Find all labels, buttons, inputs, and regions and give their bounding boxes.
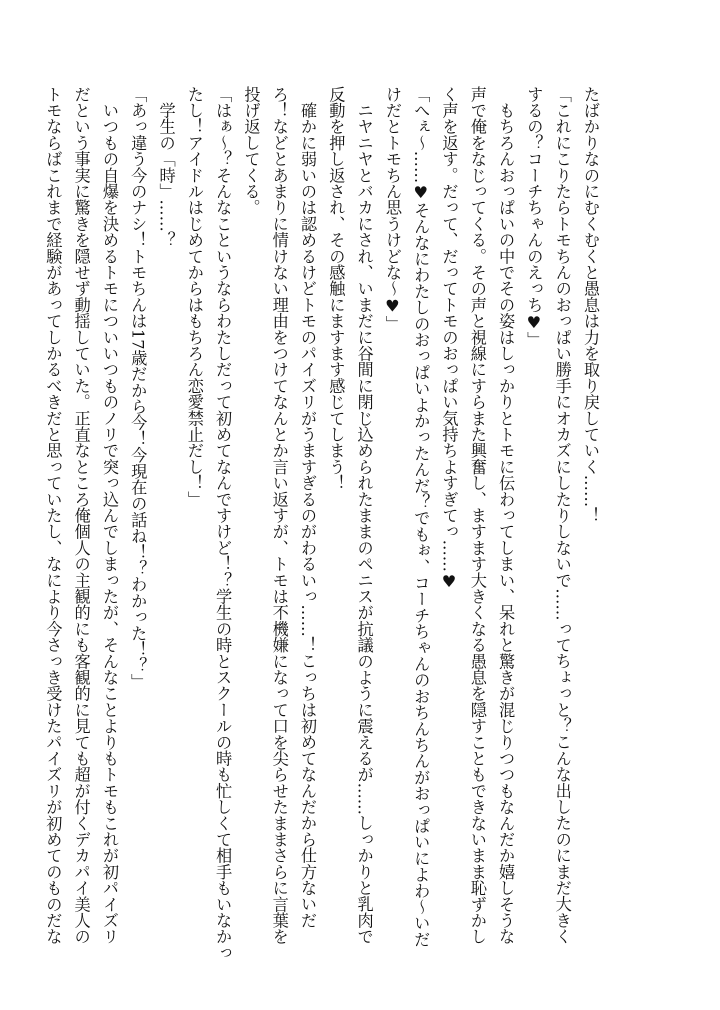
text-line-8: けだとトモちん思うけどな〜♥」 <box>382 86 402 332</box>
text-line-20: トモならばこれまで経験があってしかるべきだと思っていたし、なにより今さっき受けたパイズリが初めてのものだな <box>43 86 63 945</box>
text-line-16: 学生の「時」……？ <box>156 86 176 248</box>
text-line-6: く声を返す。だって、だってトモのおっぱい気持ちよすぎてっ……♥ <box>439 86 459 591</box>
text-line-1: たばかりなのにむくむくと愚息は力を取り戻していく……！ <box>581 86 600 524</box>
vertical-text-body <box>38 86 604 961</box>
text-line-19: だという事実に驚きを隠せず動揺していた。正直なところ俺個人の主観的にも客観的に見ても超が付くデカパイ美人の <box>71 86 91 945</box>
text-line-12: ろ！などとあまりに情けない理由をつけてなんとか言い返すが、トモは不機嫌になって口を尖らせたままさらに言葉を <box>269 86 289 945</box>
text-line-10: 反動を押し返され、その感触にますます感じてしまう！ <box>326 86 346 491</box>
text-line-14: 「はぁ〜？そんなこというならわたしだって初めてなんですけど！？学生の時とスクールの時も忙しくて相手もいなかっ <box>213 86 233 961</box>
text-line-2: 「これにこりたらトモちんのおっぱい勝手にオカズにしたりしないで……ってちょっと？こんな出したのにまだ大きく <box>552 86 572 945</box>
text-line-17: 「あっ違う今のナシ！トモちんは17歳だから今！今現在の話ね！？わかった！？」 <box>128 86 148 690</box>
text-line-11: 確かに弱いのは認めるけどトモのパイズリがうますぎるのがわるいっ……！こっちは初めてなんだから仕方ないだ <box>298 86 318 929</box>
text-line-3: するの？コーチちゃんのえっち♥」 <box>524 86 544 348</box>
text-line-7: 「へぇ〜……♥そんなにわたしのおっぱいよかったんだ？でもぉ、コーチちゃんのおちんちんがおっぱいによわ〜いだ <box>411 86 431 948</box>
text-line-5: 声で俺をなじってくる。その声と視線にすらまた興奮し、ますます大きくなる愚息を隠すこともできないまま恥ずかし <box>467 86 487 945</box>
text-line-15: たし！アイドルはじめてからはもちろん恋愛禁止だし！」 <box>184 86 204 508</box>
text-line-4: もちろんおっぱいの中でその姿はしっかりとトモに伝わってしまい、呆れと驚きが混じりつつもなんだか嬉しそうな <box>496 86 516 945</box>
text-line-18: いつもの自爆を決めるトモについいつものノリで突っ込んでしまったが、そんなことよりもトモもこれが初パイズリ <box>99 86 119 945</box>
text-line-13: 投げ返してくる。 <box>241 86 261 216</box>
text-line-9: ニヤニヤとバカにされ、いまだに谷間に閉じ込められたままのペニスが抗議のように震えるが……しっかりと乳肉で <box>354 86 374 945</box>
